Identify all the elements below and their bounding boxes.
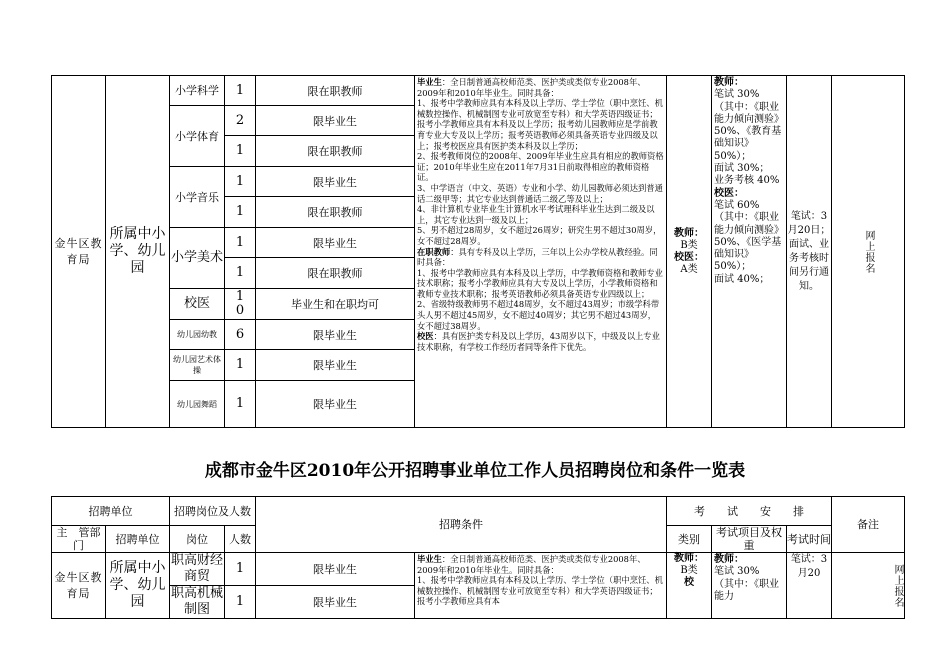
- header-post: 招聘岗位及人数: [170, 497, 256, 526]
- job-text: ：具有专科及以上学历，三年以上公办学校从教经验。同时具备：: [417, 246, 658, 268]
- exam-class-doctor-label: 校: [684, 577, 694, 588]
- exam-class-doctor-label: 校医：: [674, 251, 704, 263]
- condition-cell: 限在职教师: [256, 136, 415, 167]
- condition-cell: 限在职教师: [256, 76, 415, 106]
- position-cell: 小学音乐: [170, 167, 225, 228]
- grad-item: 2、报考教师岗位的2008年、2009年毕业生应具有相应的教师资格证；2010年毕业生应在2011年7月31日前取得相应的教师资格证。: [417, 151, 664, 183]
- exam-items-cell: [712, 76, 787, 428]
- exam-time-cell: 笔试：3月20日；面试、业务考核时间另行通知。: [787, 76, 832, 428]
- exam-time-cell: 笔试：3月20: [787, 553, 832, 619]
- condition-cell: 限在职教师: [256, 258, 415, 289]
- grad-label: 毕业生: [417, 554, 442, 564]
- count-cell: 1: [225, 197, 256, 228]
- grad-text: ：全日制普通高校师范类、医护类或类似专业2008年、2009年和2010年毕业生。同时具备：: [417, 554, 646, 575]
- exam-class-teacher: B类: [680, 239, 698, 251]
- recruitment-table: [51, 496, 905, 619]
- sub-unit-cell: 所属中小学、幼儿园: [106, 76, 170, 428]
- job-item: 2、省级特级教师男不超过48周岁，女不超过43周岁；市级学科带头人男不超过45周岁，女不超过40周岁；其它男不超过43周岁，女不超过38周岁。: [417, 299, 660, 331]
- count-cell: 1: [225, 228, 256, 258]
- grad-item: 5、男不超过28周岁，女不超过26周岁；研究生男不超过30周岁，女不超过28周岁。: [417, 225, 662, 246]
- exam-teacher-label: 教师：: [714, 554, 744, 565]
- condition-cell: 限毕业生: [256, 106, 415, 136]
- condition-cell: 限毕业生: [256, 350, 415, 381]
- exam-items-cell: [712, 553, 787, 619]
- condition-cell: 毕业生和在职均可: [256, 289, 415, 320]
- exam-doctor-line: 笔试 60%: [714, 199, 760, 211]
- exam-class-teacher-label: 教师：: [674, 553, 704, 564]
- header-dept: 主 管部 门: [52, 526, 106, 553]
- count-cell: 6: [225, 320, 256, 350]
- exam-class-teacher: B类: [680, 565, 698, 576]
- position-cell: 职高财经商贸: [170, 553, 223, 584]
- unit-cell: 金牛区教育局: [52, 553, 106, 619]
- exam-teacher-line: 业务考核 40%: [714, 175, 780, 187]
- count-cell: 1: [225, 553, 256, 586]
- condition-cell: 限毕业生: [256, 381, 415, 428]
- count-cell: 1: [225, 136, 256, 167]
- grad-label: 毕业生: [417, 77, 442, 87]
- exam-teacher-label: 教师：: [714, 77, 744, 88]
- recruitment-table-continued: [51, 75, 905, 428]
- header-note: 备注: [832, 497, 905, 553]
- count-cell: 1: [225, 381, 256, 428]
- exam-teacher-line: （其中：《职业能力: [714, 578, 779, 602]
- count-cell: 1: [225, 350, 256, 381]
- position-cell: 小学科学: [170, 76, 225, 106]
- grad-item: 1、报考中学教师应具有本科及以上学历、学士学位（职中烹饪、机械数控操作、机械制图专业可放宽至专科）和大学英语四级证书；报考小学教师应具有本科及以上学历；报考幼儿园教师应是学前教育专业大专及以上学历；报考英语教师必须具备英语专业四级及以上；报考校医应具有医护类本科及以上学历；: [417, 98, 663, 151]
- grad-item: 1、报考中学教师应具有本科及以上学历、学士学位（职中烹饪、机械数控操作、机械制图专业可放宽至专科）和大学英语四级证书；报考小学教师应具有本: [417, 575, 663, 607]
- position-cell: 幼儿园艺术体操: [170, 350, 225, 381]
- note-cell: 网上报名: [832, 553, 905, 619]
- note-cell: 网上报名: [832, 76, 905, 428]
- exam-teacher-line: 面试 30%；: [714, 163, 770, 175]
- recruitment-conditions-detail: [415, 553, 667, 619]
- header-conditions: 招聘条件: [256, 497, 667, 553]
- position-cell: 小学美术: [170, 228, 225, 289]
- exam-teacher-line: 笔试 30%: [714, 566, 760, 578]
- position-cell: 幼儿园幼教: [170, 320, 225, 350]
- condition-cell: 限毕业生: [256, 586, 415, 619]
- header-position: 岗位: [170, 526, 225, 553]
- condition-cell: 限毕业生: [256, 228, 415, 258]
- count-cell: 10: [225, 289, 256, 320]
- count-cell: 1: [225, 167, 256, 197]
- sub-unit-cell: 所属中小学、幼儿园: [106, 553, 170, 619]
- position-cell: 幼儿园舞蹈: [170, 381, 225, 428]
- exam-teacher-line: （其中：《职业能力倾向测验》50%、《教育基础知识》50%）；: [714, 101, 784, 162]
- header-exam: 考 试 安 排: [667, 497, 832, 526]
- grad-item: 4、非计算机专业毕业生计算机水平考试理科毕业生达到二级及以上，其它专业达到一级及以上；: [417, 204, 655, 225]
- position-cell: 校医: [170, 289, 225, 320]
- grad-text: ：全日制普通高校师范类、医护类或类似专业2008年、2009年和2010年毕业生。同时具备：: [417, 77, 646, 98]
- condition-cell: 限毕业生: [256, 320, 415, 350]
- doctor-label: 校医: [417, 331, 434, 342]
- header-unit: 招聘单位: [52, 497, 170, 526]
- position-cell: 小学体育: [170, 106, 225, 167]
- exam-class-cell: [667, 76, 712, 428]
- header-items: 考试项目及权重: [712, 526, 787, 553]
- exam-class-doctor: A类: [680, 263, 698, 275]
- exam-doctor-line: 面试 40%；: [714, 273, 770, 285]
- exam-doctor-line: （其中：《职业能力倾向测验》50%、《医学基础知识》50%）；: [714, 212, 784, 273]
- exam-teacher-line: 笔试 30%: [714, 89, 760, 101]
- page-title: 成都市金牛区2010年公开招聘事业单位工作人员招聘岗位和条件一览表: [204, 461, 746, 481]
- doctor-text: ：具有医护类专科及以上学历，43周岁以下，中级及以上专业技术职称，有学校工作经历者同等条件下优先。: [417, 331, 660, 352]
- unit-cell: 金牛区教育局: [52, 76, 106, 428]
- count-cell: 1: [225, 586, 256, 619]
- recruitment-conditions-detail: [415, 76, 667, 428]
- exam-class-teacher-label: 教师：: [674, 227, 704, 239]
- exam-class-cell: [667, 553, 712, 619]
- job-item: 1、报考中学教师应具有本科及以上学历，中学教师资格和教师专业技术职称；报考小学教师应具有大专及以上学历，小学教师资格和教师专业技术职称；报考英语教师必须具备英语专业四级以上；: [417, 267, 663, 299]
- count-cell: 1: [225, 258, 256, 289]
- condition-cell: 限毕业生: [256, 167, 415, 197]
- count-cell: 2: [225, 106, 256, 136]
- exam-doctor-label: 校医：: [714, 187, 744, 199]
- header-class: 类别: [667, 526, 712, 553]
- header-time: 考试时间: [787, 526, 832, 553]
- position-cell: 职高机械制图: [170, 586, 223, 617]
- condition-cell: 限在职教师: [256, 197, 415, 228]
- job-label: 在职教师: [417, 246, 451, 257]
- grad-item: 3、中学语言（中文、英语）专业和小学、幼儿园教师必须达到普通话二级甲等；其它专业达到普通话二级乙等及以上；: [417, 182, 663, 204]
- header-count: 人数: [225, 526, 256, 553]
- header-unit-sub: 招聘单位: [106, 526, 170, 553]
- count-cell: 1: [225, 76, 256, 106]
- condition-cell: 限毕业生: [256, 553, 415, 586]
